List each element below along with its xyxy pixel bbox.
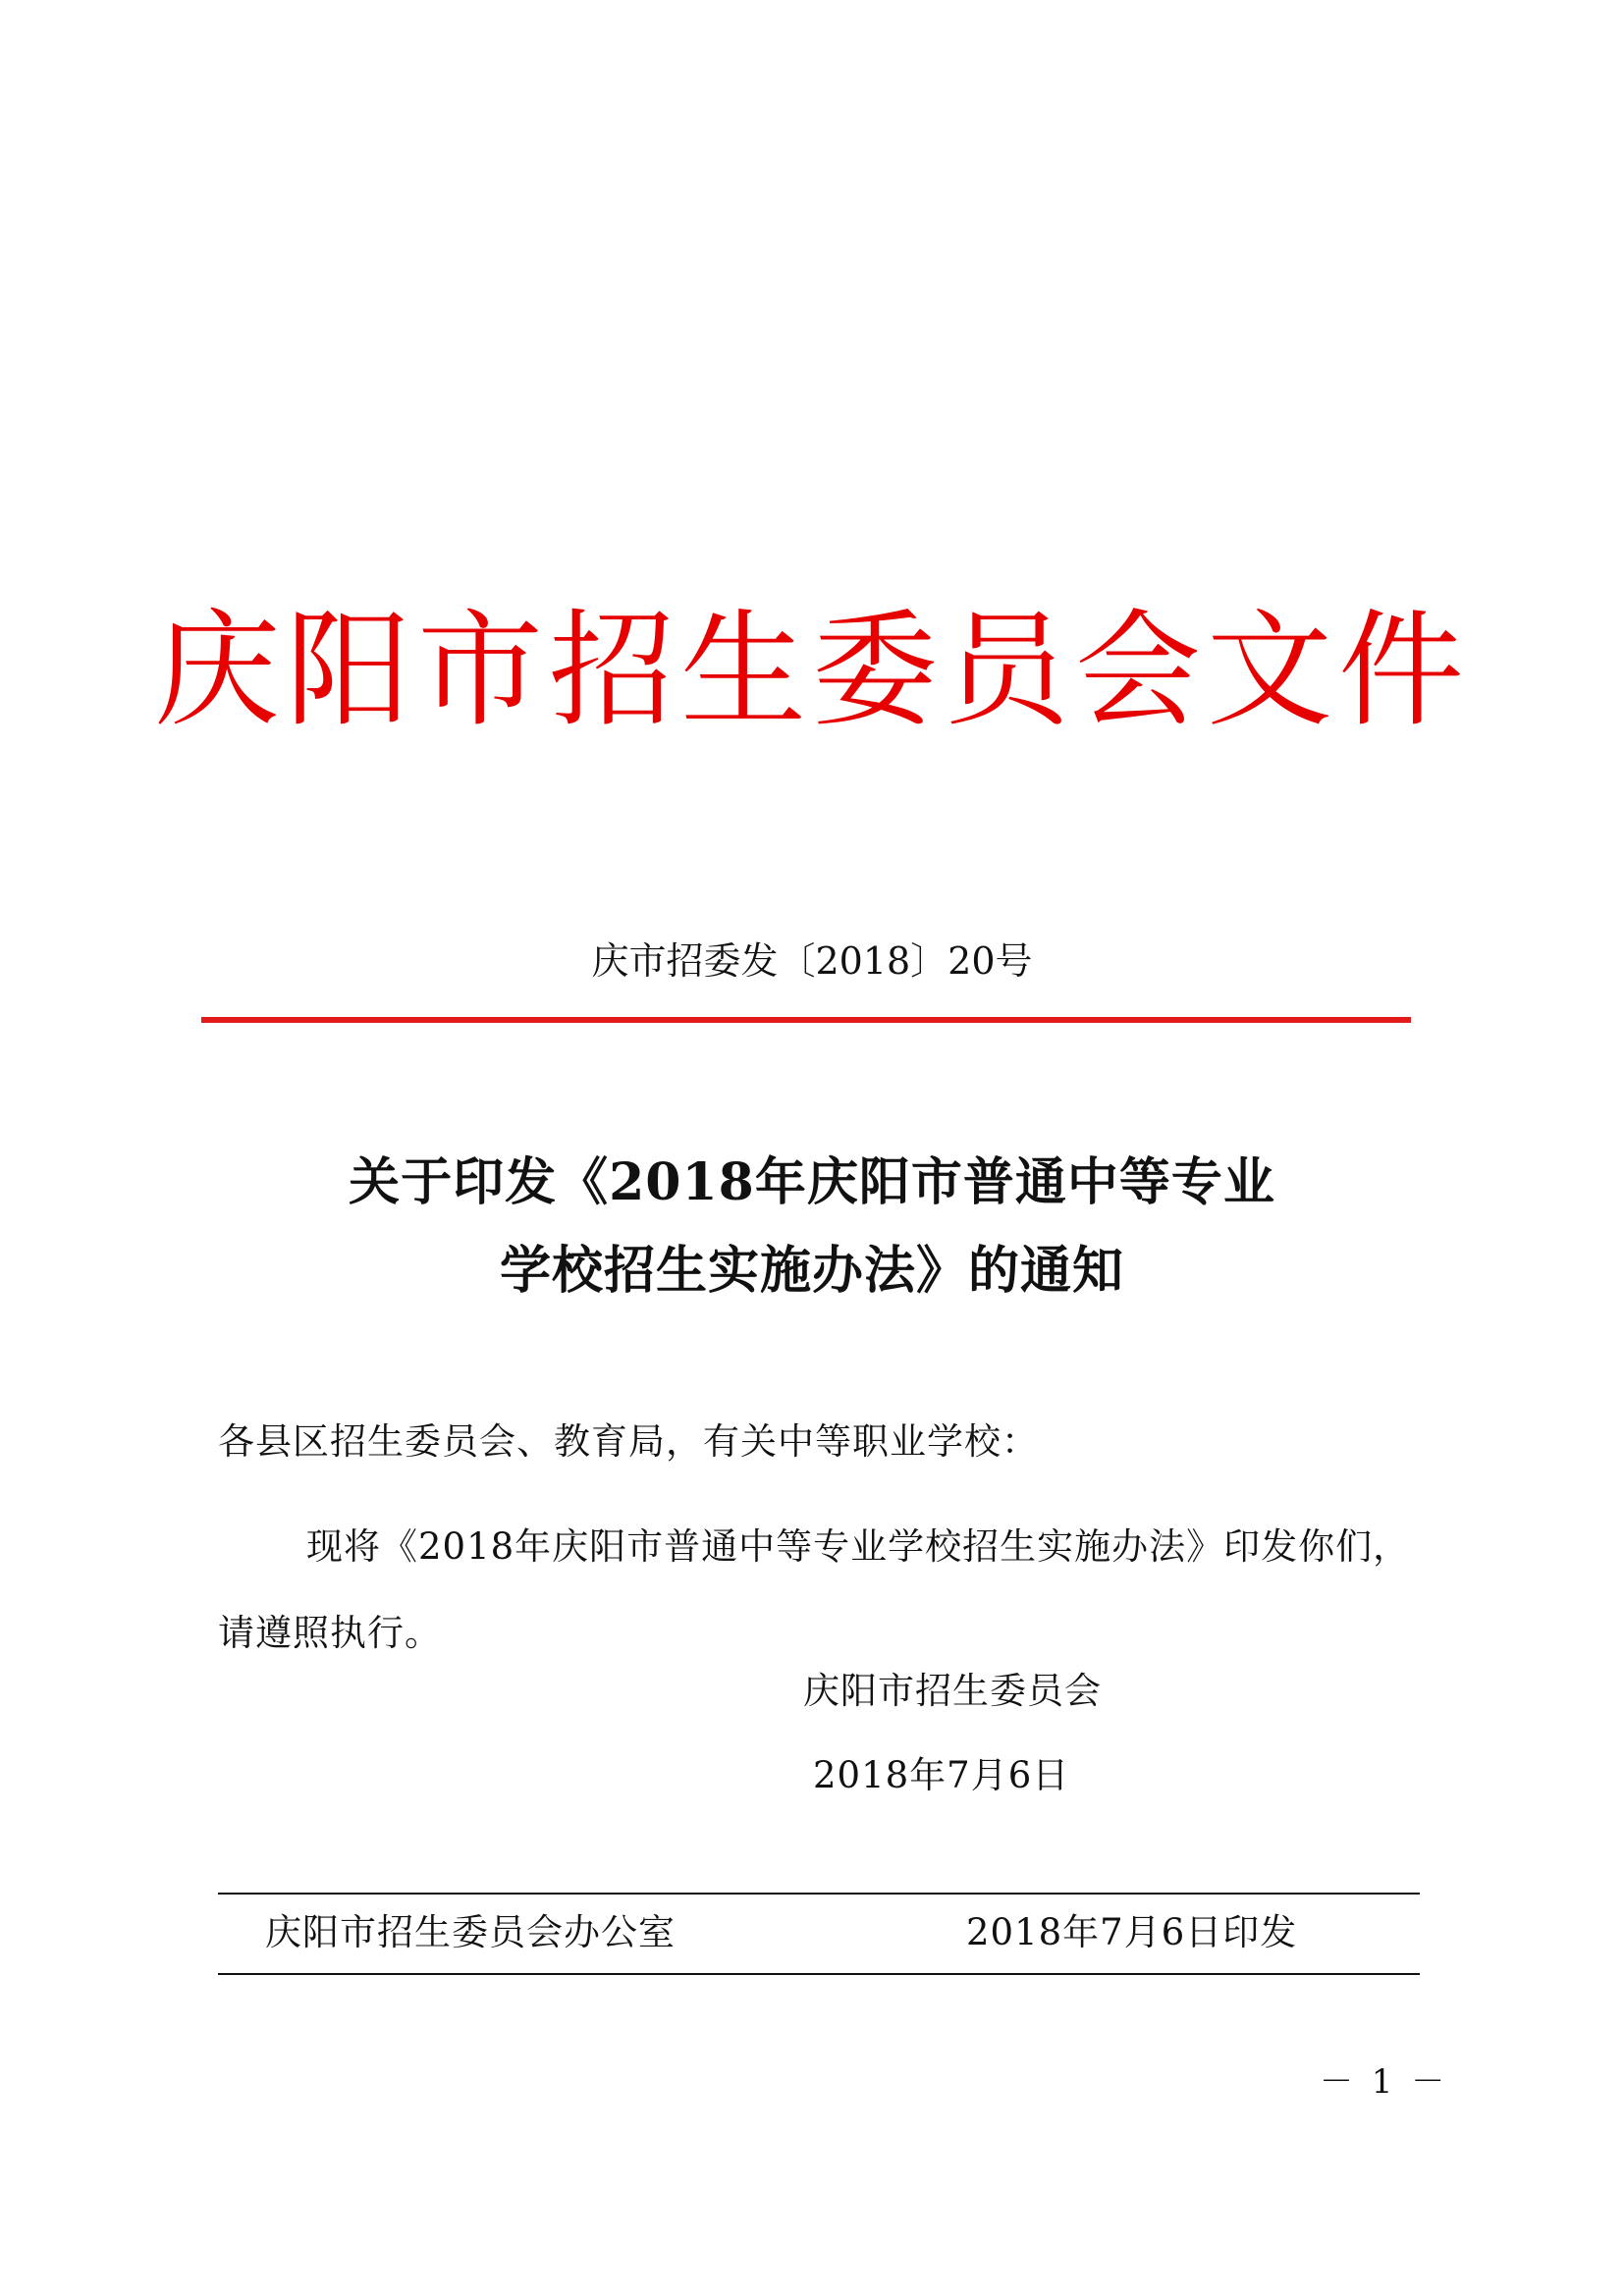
red-divider-line [201,1017,1411,1023]
page-number: － 1 － [1320,2062,1449,2102]
document-number: 庆市招委发〔2018〕20号 [591,939,1033,983]
footer-print-date: 2018年7月6日印发 [966,1911,1298,1953]
addressee-line: 各县区招生委员会、教育局，有关中等职业学校： [218,1420,1039,1463]
footer-issuing-office: 庆阳市招生委员会办公室 [265,1911,676,1953]
red-header-title: 庆阳市招生委员会文件 [153,598,1470,744]
notice-title-line-1: 关于印发《2018年庆阳市普通中等专业 [349,1152,1275,1212]
footer-top-rule [218,1893,1420,1895]
signature-date: 2018年7月6日 [813,1754,1070,1796]
notice-title-line-2: 学校招生实施办法》的通知 [499,1241,1124,1301]
body-paragraph: 现将《2018年庆阳市普通中等专业学校招生实施办法》印发你们，请遵照执行。 [218,1525,1411,1654]
signature-organization: 庆阳市招生委员会 [803,1670,1102,1712]
notice-title [0,1139,1624,1315]
footer-bottom-rule [218,1973,1420,1975]
